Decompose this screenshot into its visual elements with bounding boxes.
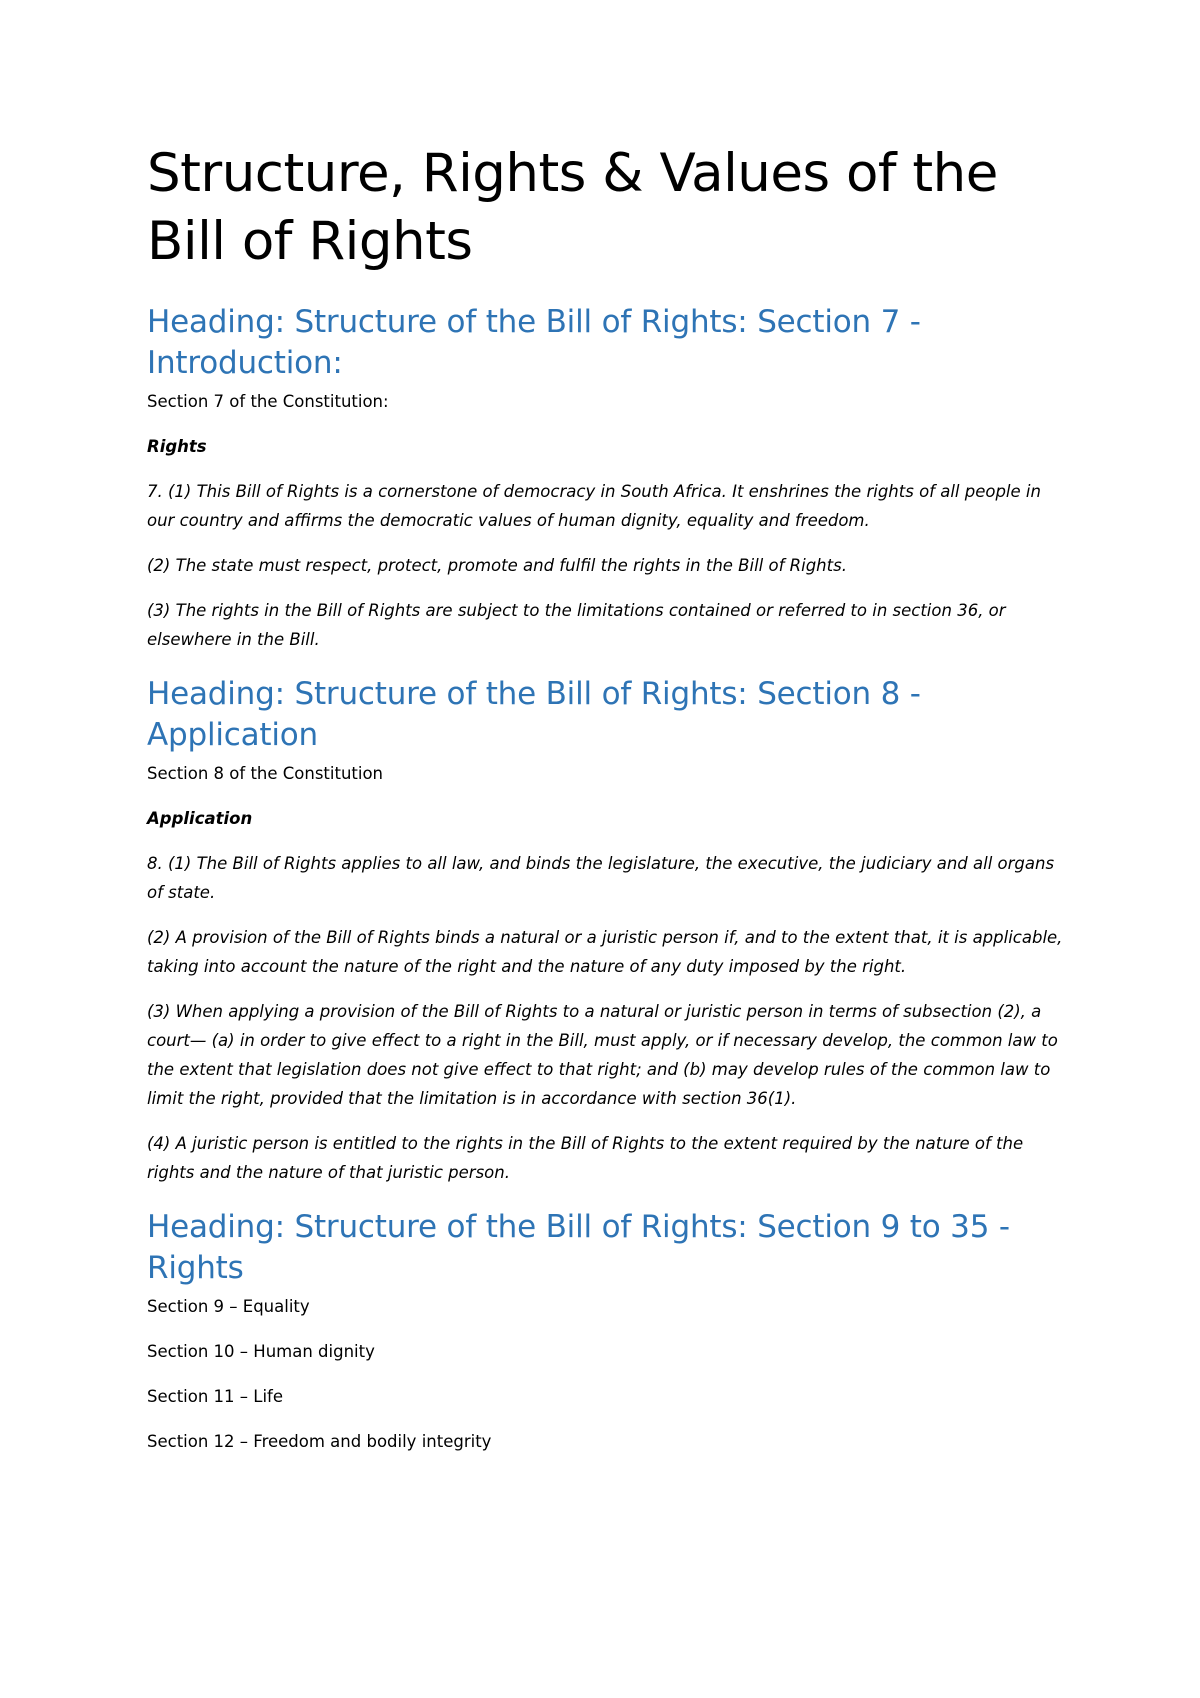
section-8-intro: Section 8 of the Constitution — [147, 764, 384, 783]
section-8-label: Application — [147, 809, 253, 828]
section-7-block — [147, 302, 1067, 654]
rights-list-item: Section 12 – Freedom and bodily integrity — [147, 1432, 492, 1451]
section-8-clause-2: (2) A provision of the Bill of Rights binds a natural or a juristic person if, and to the extent that, it is applicable, taking into account the nature of the right and the nature of any duty imposed by the right. — [147, 928, 1063, 976]
section-8-clause-4: (4) A juristic person is entitled to the rights in the Bill of Rights to the extent required by the nature of the rights and the nature of that juristic person. — [147, 1134, 1024, 1182]
section-8-heading: Heading: Structure of the Bill of Rights: Section 8 - Application — [147, 676, 921, 753]
section-7-clause-3: (3) The rights in the Bill of Rights are subject to the limitations contained or referred to in section 36, or elsewhere in the Bill. — [147, 601, 1006, 649]
document-title: Structure, Rights & Values of the Bill of Rights — [147, 143, 998, 272]
section-8-clause-1: 8. (1) The Bill of Rights applies to all law, and binds the legislature, the executive, the judiciary and all organs of state. — [147, 854, 1055, 902]
section-7-label: Rights — [147, 437, 207, 456]
section-8-clause-3: (3) When applying a provision of the Bill of Rights to a natural or juristic person in terms of subsection (2), a court— (a) in order to give effect to a right in the Bill, must apply, or if necessary develop, the common law to the extent that legislation does not give effect to that right; and (b) may develop rules of the common law to limit the right, provided that the limitation is in accordance with section 36(1). — [147, 1002, 1058, 1108]
section-7-heading: Heading: Structure of the Bill of Rights: Section 7 - Introduction: — [147, 304, 921, 381]
section-7-intro: Section 7 of the Constitution: — [147, 392, 389, 411]
rights-list-item: Section 10 – Human dignity — [147, 1342, 375, 1361]
section-9-35-heading: Heading: Structure of the Bill of Rights: Section 9 to 35 - Rights — [147, 1209, 1010, 1286]
section-9-35-block — [147, 1207, 1067, 1456]
rights-list-item: Section 11 – Life — [147, 1387, 284, 1406]
rights-list-item: Section 9 – Equality — [147, 1297, 310, 1316]
section-7-clause-1: 7. (1) This Bill of Rights is a cornerstone of democracy in South Africa. It enshrines the rights of all people in our country and affirms the democratic values of human dignity, equality and freedom. — [147, 482, 1041, 530]
document-page — [147, 140, 1067, 1476]
section-7-clause-2: (2) The state must respect, protect, promote and fulfil the rights in the Bill of Rights. — [147, 556, 847, 575]
section-8-block — [147, 674, 1067, 1187]
